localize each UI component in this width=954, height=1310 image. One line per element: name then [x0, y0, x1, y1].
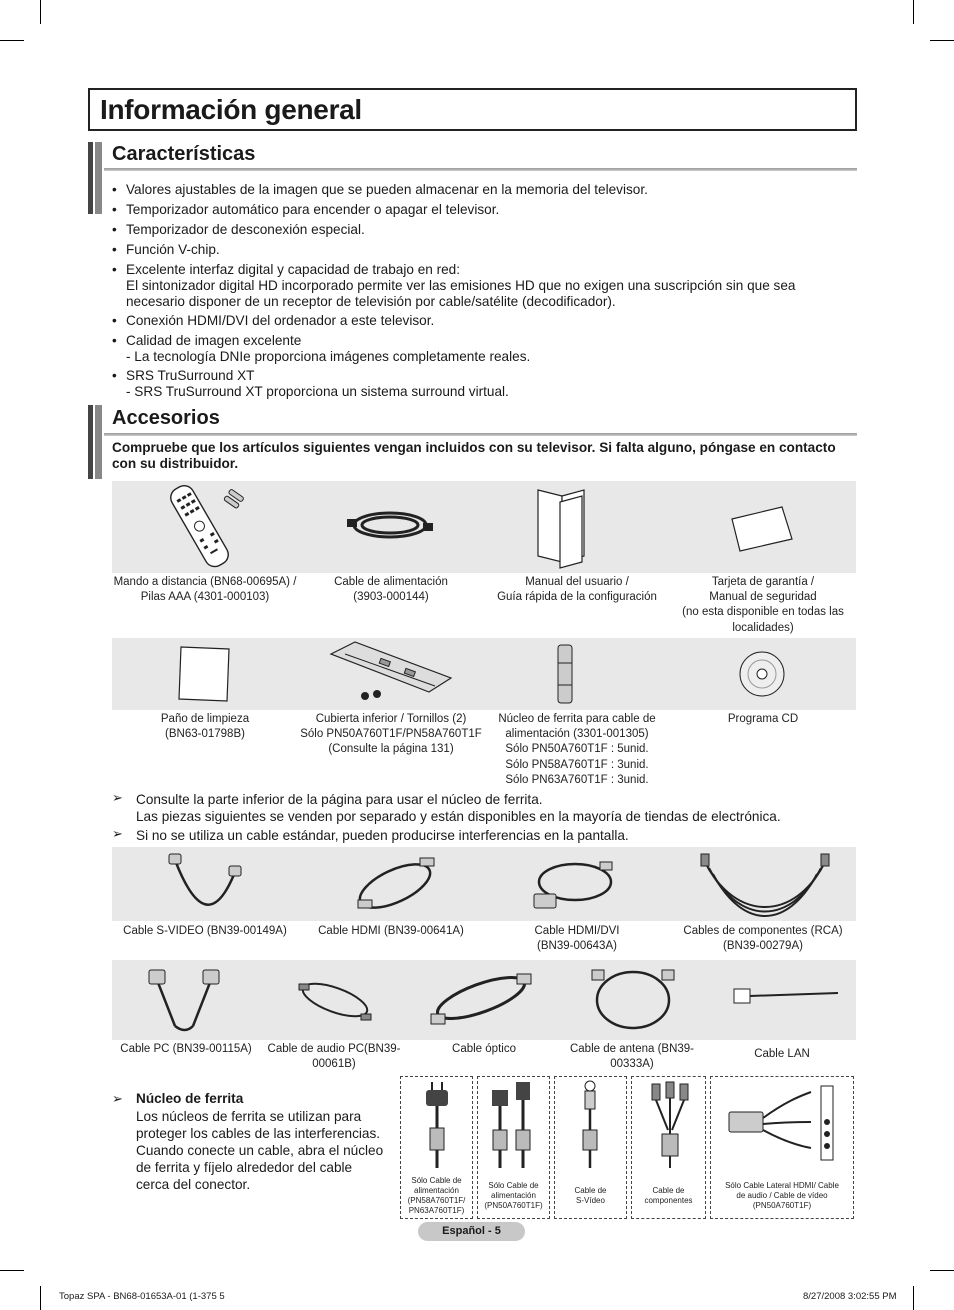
feature-item: • SRS TruSurround XT - SRS TruSurround XT proporciona un sistema surround virtual.: [112, 368, 509, 400]
feature-item: • Temporizador de desconexión especial.: [112, 222, 365, 238]
ferrite-caption: Sólo Cable de alimentación (PN50A760T1F): [484, 1181, 543, 1210]
accessory-caption: Cable LAN: [754, 1048, 810, 1060]
power-plug-ferrite-icon: [420, 1080, 454, 1170]
separately-sold-note: Consulte la parte inferior de la página para usar el núcleo de ferrita. Las piezas siguientes se venden por separado y están disponibles en la mayoría de tiendas de electrónica.: [136, 792, 781, 824]
manual-icon: [536, 486, 596, 566]
accessory-caption: Manual del usuario / Guía rápida de la configuración: [497, 576, 657, 604]
ferrite-caption: Sólo Cable Lateral HDMI/ Cable de audio / Cable de vídeo (PN50A760T1F): [725, 1181, 839, 1210]
crop-mark: [40, 1286, 41, 1310]
svideo-cable-icon: [165, 852, 245, 918]
power-plug-ferrite-icon: [488, 1080, 538, 1170]
bottom-cover-icon: [325, 640, 455, 702]
component-ferrite-icon: [648, 1080, 692, 1170]
ferrite-body: Los núcleos de ferrita se utilizan para proteger los cables de las interferencias. Cuando conecte un cable, abra el núcleo de ferrita y fíjelo alrededor del cable cerca del conector.: [136, 1109, 384, 1192]
ferrite-caption: Sólo Cable de alimentación (PN58A760T1F/ PN63A760T1F): [407, 1176, 466, 1215]
optical-cable-icon: [425, 968, 540, 1034]
footer-right: 8/27/2008 3:02:55 PM: [803, 1291, 897, 1302]
side-hdmi-ferrite-icon: [725, 1082, 837, 1162]
crop-mark: [913, 1286, 914, 1310]
accessory-caption: Cable HDMI (BN39-00641A): [318, 925, 464, 937]
page-number-label: Español - 5: [418, 1222, 525, 1241]
accessory-caption: Cable PC (BN39-00115A): [120, 1043, 252, 1055]
accessory-caption: Cables de componentes (RCA) (BN39-00279A): [683, 925, 843, 953]
feature-item: • Función V-chip.: [112, 242, 220, 258]
accessory-caption: Cable de alimentación (3903-000144): [334, 576, 448, 604]
ferrite-caption: Cable de componentes: [644, 1186, 693, 1205]
antenna-cable-icon: [588, 966, 678, 1036]
features-list: [112, 0, 857, 400]
features-heading: Características: [112, 143, 256, 165]
footer-left: Topaz SPA - BN68-01653A-01 (1-375 5: [59, 1291, 225, 1302]
accessories-intro: Compruebe que los artículos siguientes vengan incluidos con su televisor. Si falta alguno, póngase en contacto con su distribuidor.: [112, 440, 836, 471]
feature-item: • Temporizador automático para encender o apagar el televisor.: [112, 202, 499, 218]
section-rule: [104, 433, 857, 436]
section-bar: [88, 142, 102, 214]
remote-control-icon: [155, 482, 255, 572]
component-cable-icon: [695, 852, 835, 918]
accessory-caption: Cable de antena (BN39- 00333A): [569, 1043, 695, 1071]
crop-mark: [930, 40, 954, 41]
accessory-caption: Tarjeta de garantía / Manual de seguridad (no esta disponible en todas las localidades): [682, 576, 844, 634]
section-bar: [88, 405, 102, 479]
accessory-caption: Paño de limpieza (BN63-01798B): [160, 713, 250, 741]
crop-mark: [0, 1270, 24, 1271]
accessory-caption: Cubierta inferior / Tornillos (2) Sólo PN50A760T1F/PN58A760T1F (Consulte la página 131): [300, 713, 482, 756]
accessories-heading: Accesorios: [112, 407, 220, 429]
accessory-caption: Cable de audio PC(BN39- 00061B): [267, 1043, 401, 1071]
svideo-ferrite-icon: [578, 1080, 602, 1170]
power-cable-icon: [345, 505, 435, 545]
accessory-caption: Cable S-VIDEO (BN39-00149A): [123, 925, 287, 937]
cd-icon: [738, 650, 786, 698]
feature-item: • Calidad de imagen excelente - La tecnología DNIe proporciona imágenes completamente reales.: [112, 333, 530, 365]
pc-cable-icon: [145, 966, 225, 1036]
feature-item: • Excelente interfaz digital y capacidad de trabajo en red: El sintonizador digital HD incorporado permite ver las emisiones HD que no exigen una suscripción sin que sea necesario disponer de un receptor de televisión por cable/satélite (decodificador).: [112, 262, 795, 310]
arrow-icon: ➢: [112, 826, 123, 841]
ferrite-heading: Núcleo de ferrita: [136, 1091, 244, 1106]
crop-mark: [0, 40, 24, 41]
warranty-card-icon: [730, 505, 800, 555]
pc-audio-cable-icon: [295, 970, 375, 1030]
arrow-icon: ➢: [112, 1091, 123, 1106]
hdmi-dvi-cable-icon: [530, 852, 620, 918]
cleaning-cloth-icon: [175, 643, 235, 705]
accessory-caption: Programa CD: [727, 713, 799, 725]
crop-mark: [40, 0, 41, 24]
arrow-icon: ➢: [112, 790, 123, 805]
feature-item: • Conexión HDMI/DVI del ordenador a este televisor.: [112, 313, 434, 329]
hdmi-cable-icon: [350, 852, 440, 918]
accessory-caption: Cable óptico: [452, 1043, 516, 1055]
accessory-caption: Cable HDMI/DVI (BN39-00643A): [534, 925, 620, 953]
lan-cable-icon: [732, 985, 842, 1015]
crop-mark: [930, 1270, 954, 1271]
ferrite-caption: Cable de S-Vídeo: [574, 1186, 607, 1205]
page-title: Información general: [100, 94, 362, 125]
accessory-caption: Mando a distancia (BN68-00695A) / Pilas AAA (4301-000103): [113, 576, 297, 604]
ferrite-core-icon: [555, 643, 575, 705]
accessory-caption: Núcleo de ferrita para cable de alimentación (3301-001305) Sólo PN50A760T1F : 5unid. Sólo PN58A760T1F : 3unid. Sólo PN63A760T1F : 3unid.: [498, 713, 656, 786]
feature-item: • Valores ajustables de la imagen que se pueden almacenar en la memoria del televisor.: [112, 182, 648, 198]
interference-note: Si no se utiliza un cable estándar, pueden producirse interferencias en la pantalla.: [136, 828, 629, 843]
crop-mark: [913, 0, 914, 24]
